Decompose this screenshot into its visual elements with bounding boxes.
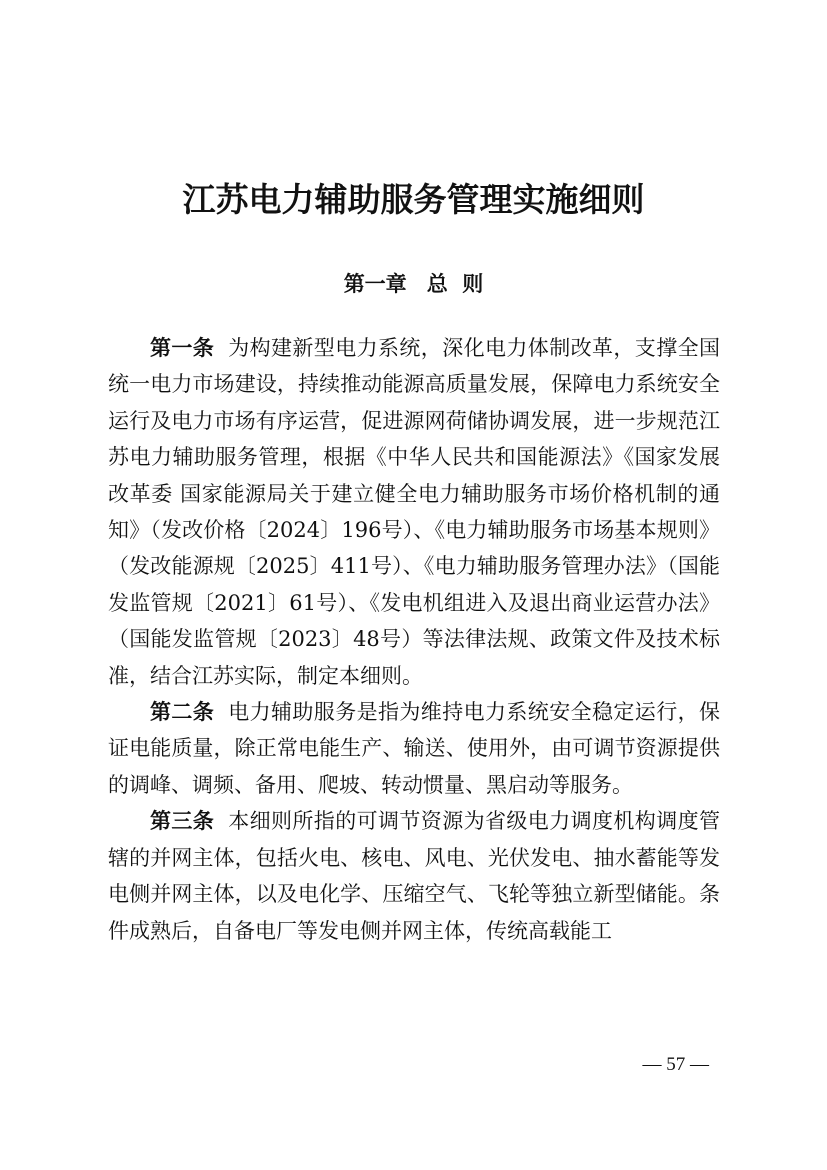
article-text: 为构建新型电力系统，深化电力体制改革，支撑全国统一电力市场建设，持续推动能源高质量发展，保障电力系统安全运行及电力市场有序运营，促进源网荷储协调发展，进一步规范江苏电力辅助服务管理，根据《中华人民共和国能源法》《国家发展改革委 国家能源局关于建立健全电力辅助服务市场价格机制的通知》（发改价格〔2024〕196号）、《电力辅助服务市场基本规则》（发改能源规〔2025〕411号）、《电力辅助服务管理办法》（国能发监管规〔2021〕61号）、《发电机组进入及退出商业运营办法》（国能发监管规〔2023〕48号）等法律法规、政策文件及技术标准，结合江苏实际，制定本细则。 [108,336,721,688]
article-number: 第一条 [150,336,215,360]
article-number: 第二条 [150,700,215,725]
chapter-heading [0,268,827,300]
article-2 [108,694,720,803]
article-number: 第三条 [150,809,215,834]
page-number: — 57 — [642,1054,709,1075]
chapter-name: 总 则 [426,271,484,296]
article-text: 本细则所指的可调节资源为省级电力调度机构调度管辖的并网主体，包括火电、核电、风电、光伏发电、抽水蓄能等发电侧并网主体，以及电化学、压缩空气、飞轮等独立新型储能。条件成熟后，自备电厂等发电侧并网主体，传统高载能工 [108,809,721,943]
article-1 [108,330,720,694]
article-3 [108,803,720,949]
article-text: 电力辅助服务是指为维持电力系统安全稳定运行，保证电能质量，除正常电能生产、输送、使用外，由可调节资源提供的调峰、调频、备用、爬坡、转动惯量、黑启动等服务。 [108,700,721,797]
document-title: 江苏电力辅助服务管理实施细则 [182,180,645,219]
document-body [108,330,720,949]
chapter-number: 第一章 [343,271,407,296]
